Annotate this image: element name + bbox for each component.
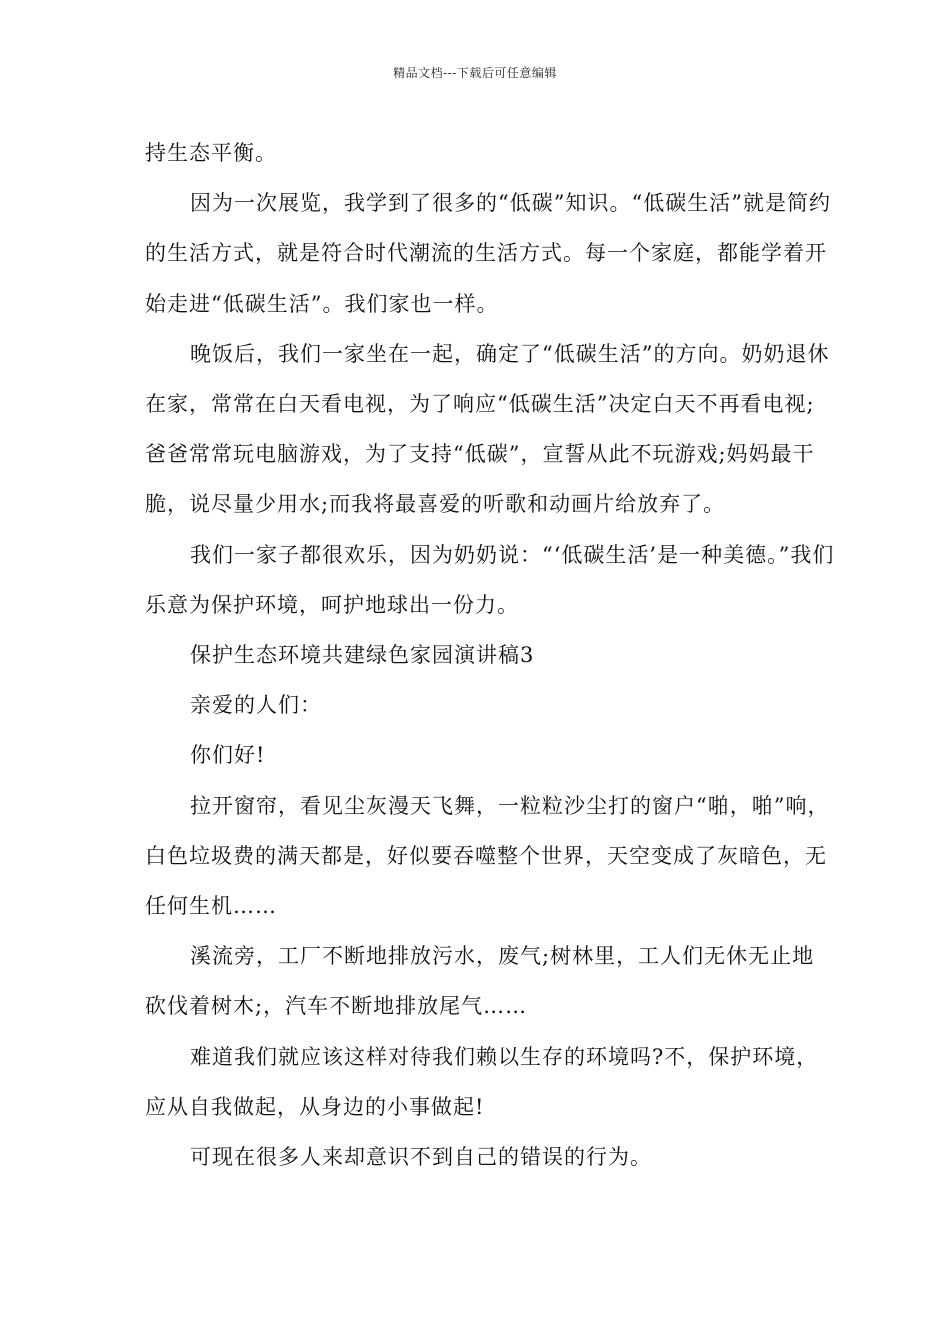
salutation: 亲爱的人们： — [190, 693, 322, 718]
paragraph: 持生态平衡。 — [145, 141, 277, 165]
document-body — [145, 128, 835, 1182]
paragraph: 晚饭后，我们一家坐在一起，确定了“低碳生活”的方向。奶奶退休在家，常常在白天看电视，为了响应“低碳生活”决定白天不再看电视;爸爸常常玩电脑游戏，为了支持“低碳”，宣誓从此不玩游戏;妈妈最干脆，说尽量少用水;而我将最喜爱的听歌和动画片给放弃了。 — [145, 341, 830, 517]
paragraph: 我们一家子都很欢乐，因为奶奶说：“‘低碳生活’是一种美德。”我们乐意为保护环境，呵护地球出一份力。 — [145, 542, 835, 617]
paragraph: 溪流旁，工厂不断地排放污水，废气;树林里，工人们无休无止地砍伐着树木;，汽车不断地排放尾气…… — [145, 944, 815, 1019]
paragraph: 因为一次展览，我学到了很多的“低碳”知识。“低碳生活”就是简约的生活方式，就是符合时代潮流的生活方式。每一个家庭，都能学着开始走进“低碳生活”。我们家也一样。 — [145, 191, 831, 316]
paragraph: 可现在很多人来却意识不到自己的错误的行为。 — [190, 1145, 652, 1170]
greeting: 你们好! — [190, 743, 266, 768]
paragraph: 拉开窗帘，看见尘灰漫天飞舞，一粒粒沙尘打的窗户“啪，啪”响，白色垃圾费的满天都是，好似要吞噬整个世界，天空变成了灰暗色，无任何生机…… — [145, 793, 830, 919]
paragraph: 难道我们就应该这样对待我们赖以生存的环境吗?不，保护环境，应从自我做起，从身边的小事做起! — [145, 1044, 819, 1119]
page-header: 精品文档---下载后可任意编辑 — [393, 66, 557, 80]
section-title: 保护生态环境共建绿色家园演讲稿3 — [190, 643, 535, 668]
